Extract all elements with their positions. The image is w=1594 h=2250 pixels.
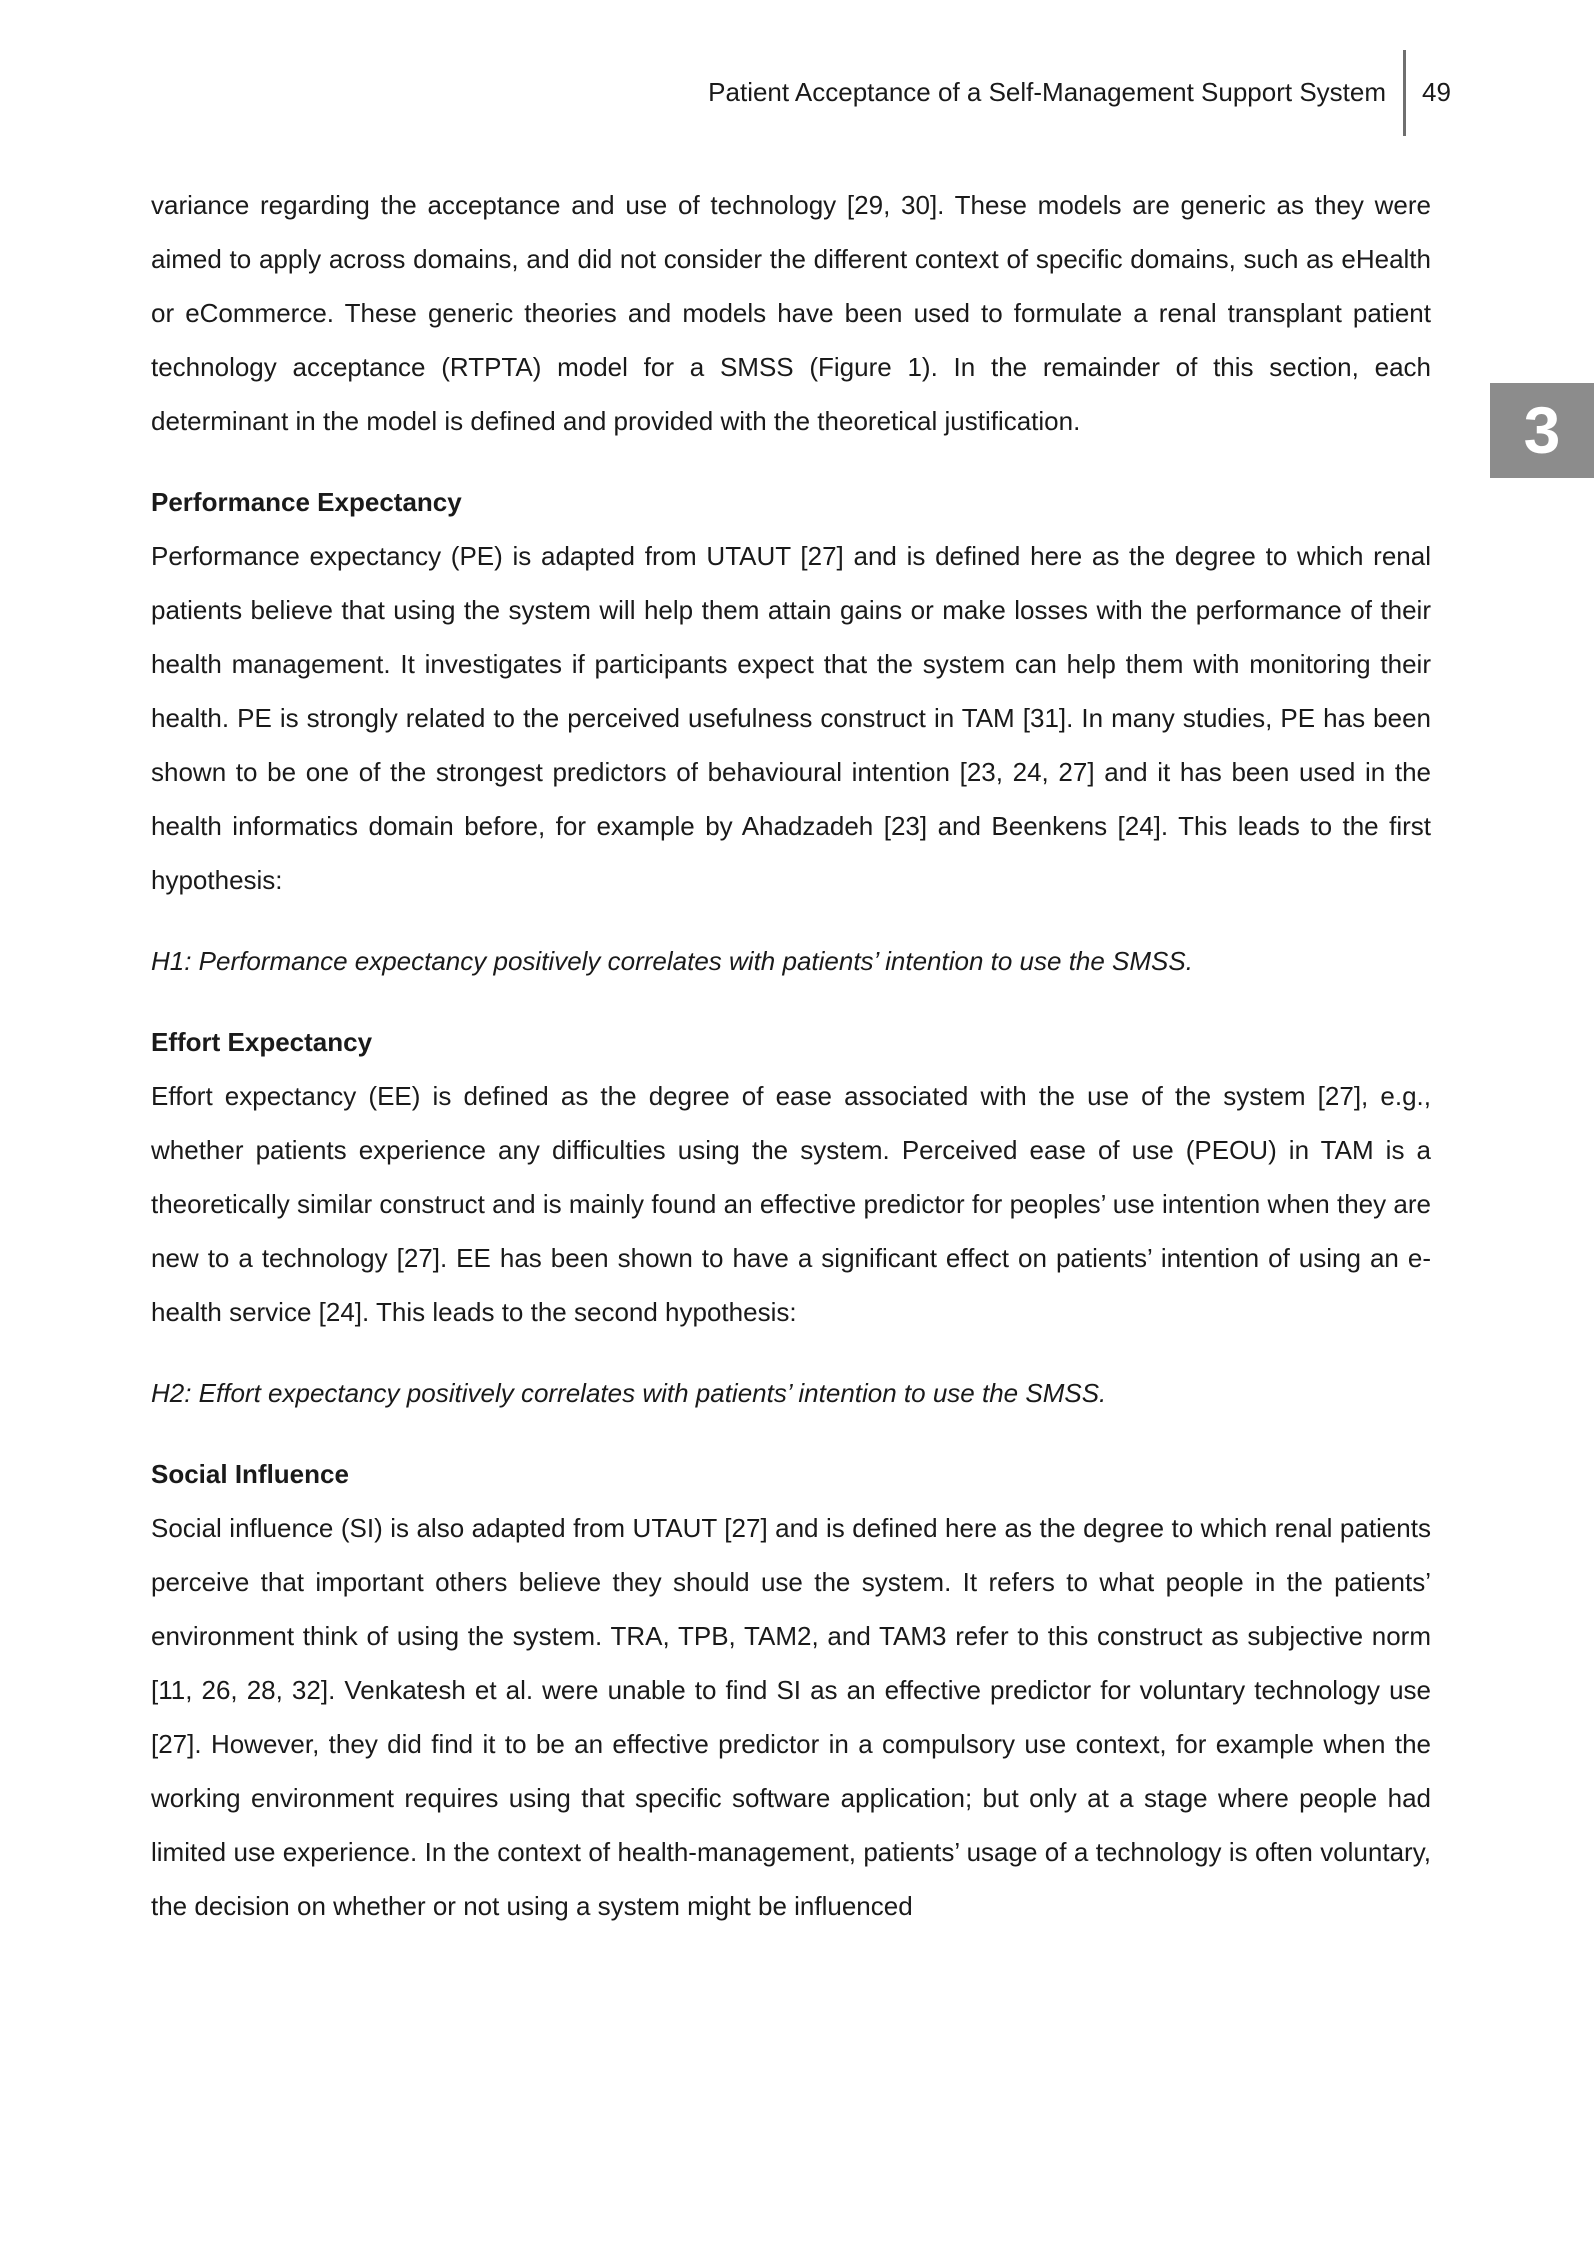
- chapter-tab: 3: [1490, 383, 1594, 478]
- section-heading-effort-expectancy: Effort Expectancy: [151, 1027, 373, 1057]
- page-number: 49: [1422, 77, 1451, 107]
- paragraph-effort-expectancy: Effort expectancy (EE) is defined as the degree of ease associated with the use of the system [27], e.g., whether patients experience any difficulties using the system. Perceived ease of use (PEOU) in TAM is a theoretically similar construct and is mainly found an effective predictor for peoples’ use intention when they are new to a technology [27]. EE has been shown to have a significant effect on patients’ intention of using an e-health service [24]. This leads to the second hypothesis:: [151, 1081, 1431, 1327]
- paragraph-social-influence: Social influence (SI) is also adapted from UTAUT [27] and is defined here as the degree to which renal patients perceive that important others believe they should use the system. It refers to what people in the patients’ environment think of using the system. TRA, TPB, TAM2, and TAM3 refer to this construct as subjective norm [11, 26, 28, 32]. Venkatesh et al. were unable to find SI as an effective predictor for voluntary technology use [27]. However, they did find it to be an effective predictor in a compulsory use context, for example when the working environment requires using that specific software application; but only at a stage where people had limited use experience. In the context of health-management, patients’ usage of a technology is often voluntary, the decision on whether or not using a system might be influenced: [151, 1513, 1431, 1921]
- page-body: [151, 178, 1431, 1960]
- hypothesis-h2: H2: Effort expectancy positively correlates with patients’ intention to use the SMSS.: [151, 1378, 1107, 1408]
- running-title: Patient Acceptance of a Self-Management Support System: [708, 77, 1386, 107]
- header-divider: [1403, 50, 1406, 136]
- section-heading-performance-expectancy: Performance Expectancy: [151, 487, 462, 517]
- section-heading-social-influence: Social Influence: [151, 1459, 349, 1489]
- hypothesis-h1: H1: Performance expectancy positively correlates with patients’ intention to use the SMSS.: [151, 946, 1193, 976]
- intro-paragraph: variance regarding the acceptance and use of technology [29, 30]. These models are generic as they were aimed to apply across domains, and did not consider the different context of specific domains, such as eHealth or eCommerce. These generic theories and models have been used to formulate a renal transplant patient technology acceptance (RTPTA) model for a SMSS (Figure 1). In the remainder of this section, each determinant in the model is defined and provided with the theoretical justification.: [151, 190, 1431, 436]
- paragraph-performance-expectancy: Performance expectancy (PE) is adapted from UTAUT [27] and is defined here as the degree to which renal patients believe that using the system will help them attain gains or make losses with the performance of their health management. It investigates if participants expect that the system can help them with monitoring their health. PE is strongly related to the perceived usefulness construct in TAM [31]. In many studies, PE has been shown to be one of the strongest predictors of behavioural intention [23, 24, 27] and it has been used in the health informatics domain before, for example by Ahadzadeh [23] and Beenkens [24]. This leads to the first hypothesis:: [151, 541, 1431, 895]
